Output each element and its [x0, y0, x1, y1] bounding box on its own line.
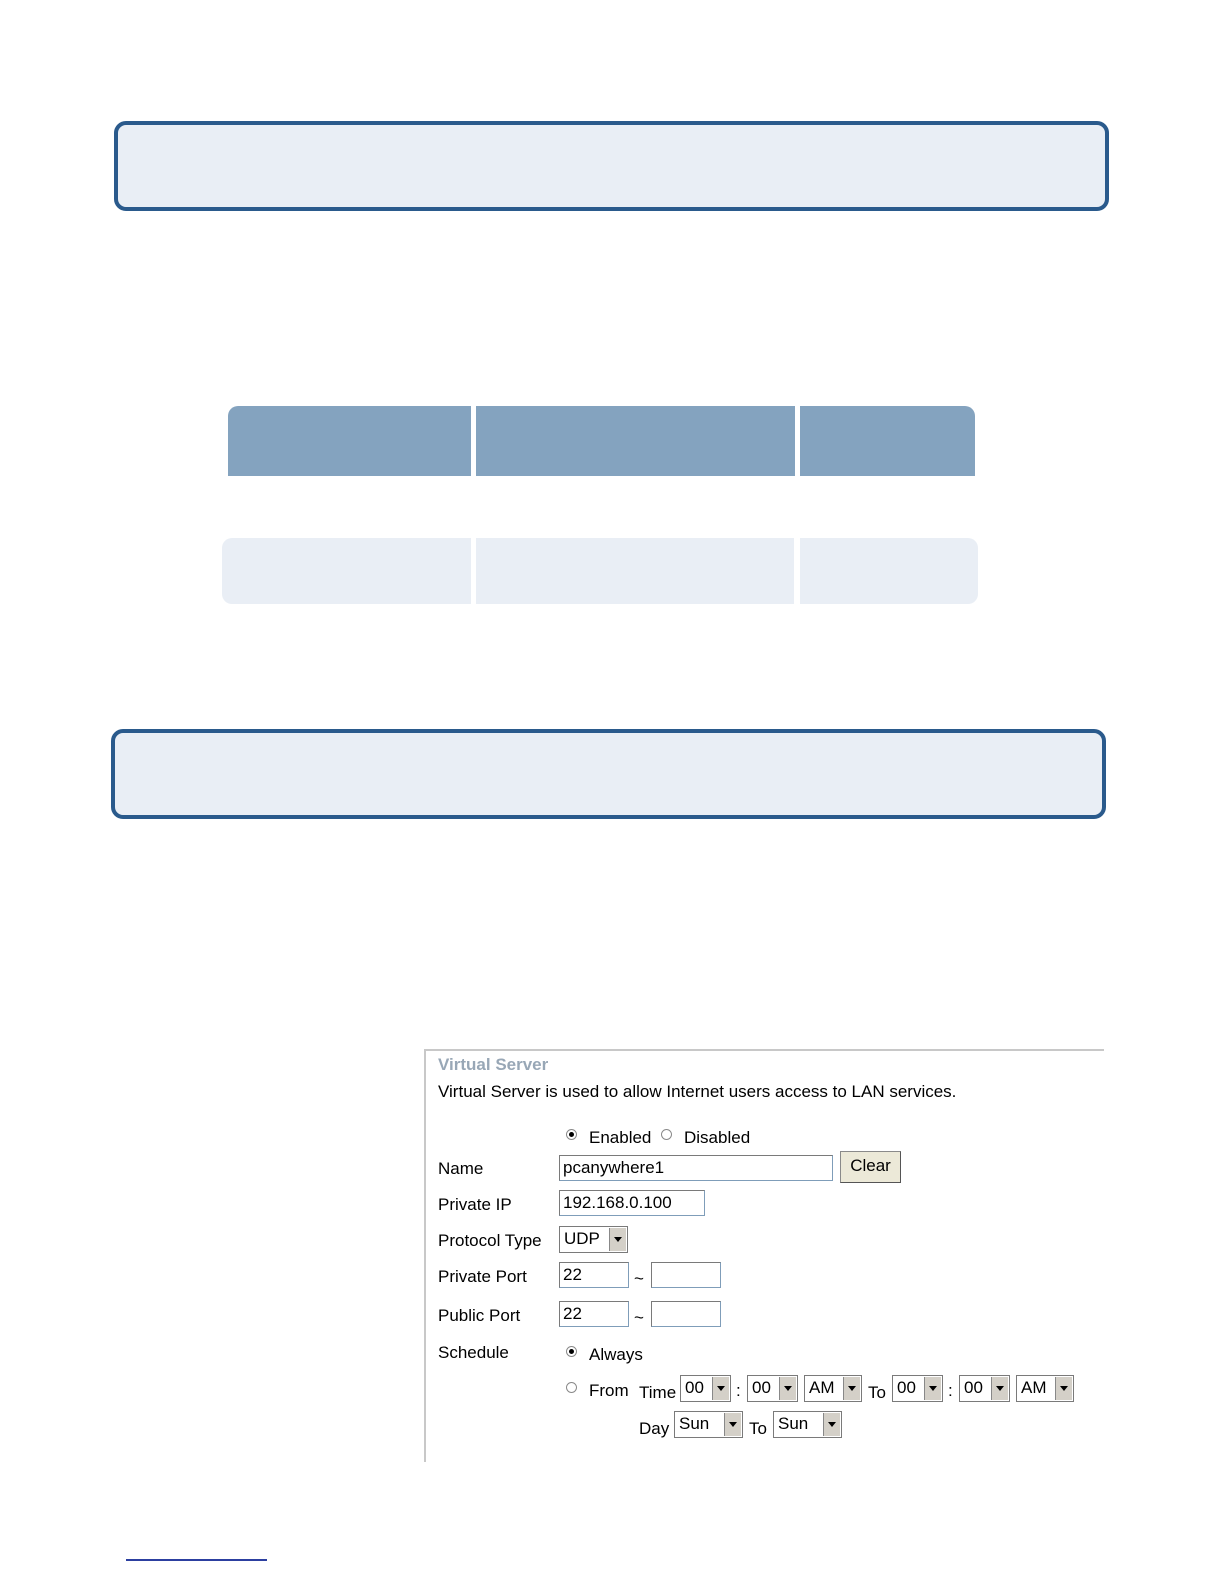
- chevron-down-icon[interactable]: [724, 1413, 741, 1436]
- public-port-label: Public Port: [438, 1306, 521, 1325]
- start-hour-value: 00: [685, 1378, 704, 1397]
- end-ampm-select[interactable]: [1016, 1375, 1074, 1402]
- schedule-always-radio[interactable]: [566, 1346, 577, 1357]
- protocol-select[interactable]: [559, 1226, 628, 1253]
- chevron-down-icon[interactable]: [609, 1228, 626, 1251]
- enabled-radio[interactable]: [566, 1129, 577, 1140]
- end-day-value: Sun: [778, 1414, 809, 1433]
- start-day-select[interactable]: [674, 1411, 743, 1438]
- end-minute-select[interactable]: [959, 1375, 1010, 1402]
- footer-link-underline: [126, 1559, 267, 1561]
- to-label: To: [868, 1383, 886, 1402]
- public-port-start-input[interactable]: 22: [559, 1301, 629, 1327]
- time-colon: :: [736, 1381, 741, 1400]
- disabled-label: Disabled: [684, 1128, 751, 1147]
- day-label: Day: [639, 1419, 670, 1438]
- chevron-down-icon[interactable]: [843, 1377, 860, 1400]
- private-port-end-input[interactable]: [651, 1262, 721, 1288]
- protocol-type-label: Protocol Type: [438, 1231, 542, 1250]
- panel-title: Virtual Server: [438, 1055, 549, 1074]
- port-range-separator: ~: [634, 1308, 644, 1327]
- time-label: Time: [639, 1383, 677, 1402]
- chevron-down-icon[interactable]: [779, 1377, 796, 1400]
- chevron-down-icon[interactable]: [1055, 1377, 1072, 1400]
- always-label: Always: [589, 1345, 643, 1364]
- chevron-down-icon[interactable]: [823, 1413, 840, 1436]
- enabled-label: Enabled: [589, 1128, 652, 1147]
- protocol-value: UDP: [564, 1229, 600, 1248]
- time-colon: :: [948, 1381, 953, 1400]
- table-body-cell: [476, 538, 794, 604]
- start-minute-value: 00: [752, 1378, 771, 1397]
- name-input[interactable]: pcanywhere1: [559, 1155, 833, 1181]
- table-header-cell: [476, 406, 795, 476]
- chevron-down-icon[interactable]: [924, 1377, 941, 1400]
- from-label: From: [589, 1381, 629, 1400]
- private-port-label: Private Port: [438, 1267, 527, 1286]
- table-body-cell: [800, 538, 978, 604]
- chevron-down-icon[interactable]: [712, 1377, 729, 1400]
- public-port-end-input[interactable]: [651, 1301, 721, 1327]
- schedule-label: Schedule: [438, 1343, 509, 1362]
- chevron-down-icon[interactable]: [991, 1377, 1008, 1400]
- end-hour-select[interactable]: [892, 1375, 943, 1402]
- table-header-cell: [800, 406, 975, 476]
- end-ampm-value: AM: [1021, 1378, 1047, 1397]
- to-label: To: [749, 1419, 767, 1438]
- section-title-box: [111, 729, 1106, 819]
- port-range-separator: ~: [634, 1269, 644, 1288]
- virtual-server-panel: [424, 1049, 1104, 1462]
- private-ip-input[interactable]: 192.168.0.100: [559, 1190, 705, 1216]
- clear-button[interactable]: Clear: [840, 1151, 901, 1183]
- start-ampm-select[interactable]: [804, 1375, 862, 1402]
- start-ampm-value: AM: [809, 1378, 835, 1397]
- table-header-cell: [228, 406, 471, 476]
- end-hour-value: 00: [897, 1378, 916, 1397]
- end-minute-value: 00: [964, 1378, 983, 1397]
- start-hour-select[interactable]: [680, 1375, 731, 1402]
- private-ip-label: Private IP: [438, 1195, 512, 1214]
- disabled-radio[interactable]: [661, 1129, 672, 1140]
- private-port-start-input[interactable]: 22: [559, 1262, 629, 1288]
- section-title-box: [114, 121, 1109, 211]
- start-day-value: Sun: [679, 1414, 710, 1433]
- name-label: Name: [438, 1159, 484, 1178]
- start-minute-select[interactable]: [747, 1375, 798, 1402]
- panel-description: Virtual Server is used to allow Internet users access to LAN services.: [438, 1082, 957, 1101]
- schedule-from-radio[interactable]: [566, 1382, 577, 1393]
- table-body-cell: [222, 538, 471, 604]
- end-day-select[interactable]: [773, 1411, 842, 1438]
